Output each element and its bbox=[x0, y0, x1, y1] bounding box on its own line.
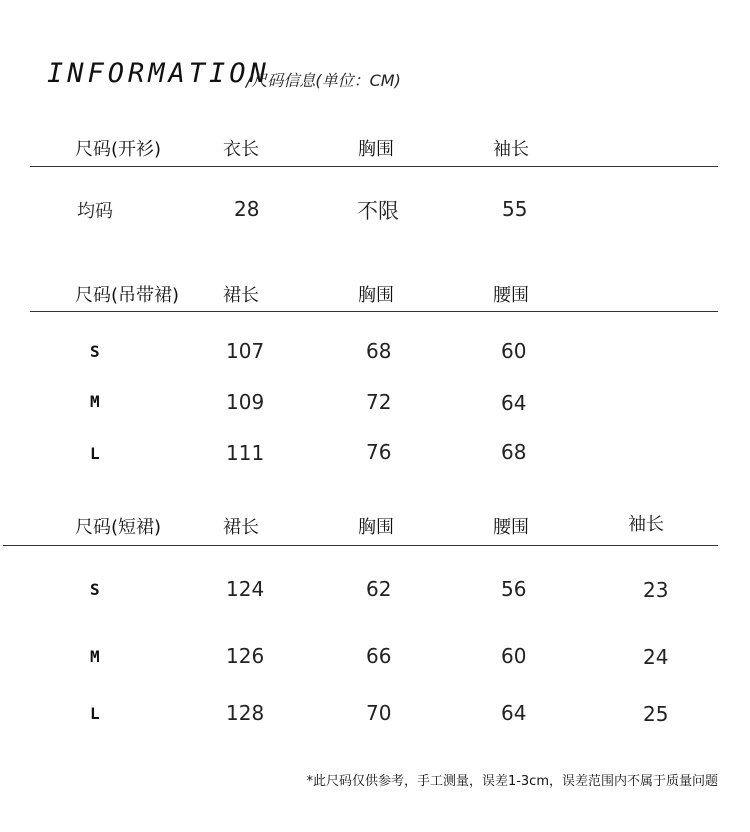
cell-waist: 56 bbox=[501, 577, 527, 601]
cell-sleeve: 55 bbox=[502, 197, 528, 221]
cell-length: 109 bbox=[226, 390, 265, 414]
header-length: 裙长 bbox=[223, 517, 259, 538]
title-chinese: /尺码信息(单位：CM) bbox=[246, 71, 401, 90]
cell-length: 107 bbox=[226, 339, 265, 363]
cell-length: 126 bbox=[226, 644, 265, 668]
header-length: 裙长 bbox=[223, 285, 259, 306]
cell-waist: 64 bbox=[501, 701, 527, 725]
header-chest: 胸围 bbox=[358, 139, 394, 160]
header-chest: 胸围 bbox=[358, 517, 394, 538]
cell-size: 均码 bbox=[77, 201, 113, 222]
header-length: 衣长 bbox=[223, 139, 259, 160]
cell-chest: 68 bbox=[366, 339, 392, 363]
header-waist: 腰围 bbox=[493, 517, 529, 538]
cell-length: 128 bbox=[226, 701, 265, 725]
cell-chest: 62 bbox=[366, 577, 392, 601]
divider bbox=[3, 545, 718, 546]
cell-sleeve: 24 bbox=[643, 645, 669, 669]
footnote: *此尺码仅供参考，手工测量，误差1-3cm，误差范围内不属于质量问题 bbox=[306, 774, 718, 789]
header-size: 尺码(短裙) bbox=[75, 517, 162, 538]
header-waist: 腰围 bbox=[493, 285, 529, 306]
cell-waist: 64 bbox=[501, 391, 527, 415]
title-english: INFORMATION bbox=[47, 58, 270, 89]
cell-chest: 76 bbox=[366, 440, 392, 464]
cell-size: M bbox=[90, 392, 100, 411]
cell-chest: 70 bbox=[366, 701, 392, 725]
cell-waist: 68 bbox=[501, 440, 527, 464]
cell-length: 111 bbox=[226, 441, 265, 465]
cell-chest: 66 bbox=[366, 644, 392, 668]
header-sleeve: 袖长 bbox=[493, 139, 529, 160]
header-chest: 胸围 bbox=[358, 285, 394, 306]
header-sleeve: 袖长 bbox=[628, 514, 664, 535]
cell-sleeve: 23 bbox=[643, 578, 669, 602]
cell-chest: 不限 bbox=[357, 199, 399, 223]
cell-chest: 72 bbox=[366, 390, 392, 414]
cell-length: 124 bbox=[226, 577, 265, 601]
cell-size: L bbox=[90, 704, 100, 723]
divider bbox=[30, 166, 718, 167]
cell-waist: 60 bbox=[501, 339, 527, 363]
cell-size: M bbox=[90, 647, 100, 666]
cell-waist: 60 bbox=[501, 644, 527, 668]
cell-size: L bbox=[90, 444, 100, 463]
cell-length: 28 bbox=[234, 197, 260, 221]
cell-sleeve: 25 bbox=[643, 702, 669, 726]
header-size: 尺码(吊带裙) bbox=[75, 285, 180, 306]
header-size: 尺码(开衫) bbox=[75, 139, 162, 160]
cell-size: S bbox=[90, 342, 100, 361]
cell-size: S bbox=[90, 580, 100, 599]
divider bbox=[30, 311, 718, 312]
